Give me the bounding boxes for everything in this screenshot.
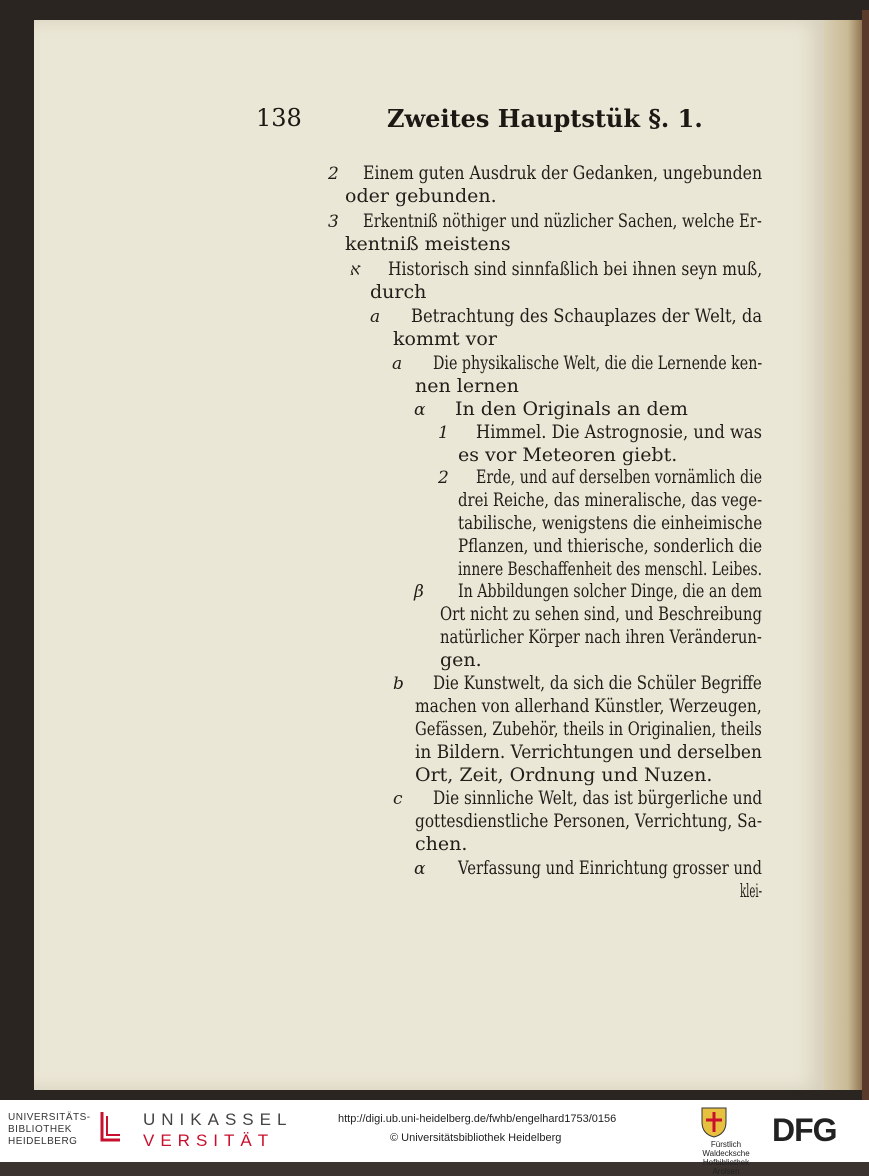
- text-line: gottesdienstliche Personen, Verrichtung, Sa-: [415, 810, 763, 832]
- line-marker: א: [350, 260, 361, 280]
- line-marker: α: [414, 400, 426, 420]
- text-line: Pflanzen, und thierische, sonderlich die: [458, 535, 763, 557]
- text-line: Ort nicht zu sehen sind, und Beschreibung: [440, 603, 762, 625]
- page-number: 138: [256, 104, 302, 132]
- unikassel-logo-line-2[interactable]: VERSITÄT: [143, 1131, 275, 1150]
- footer-bar: [0, 1100, 869, 1176]
- text-line: drei Reiche, das mineralische, das vege-: [458, 489, 763, 511]
- fw-line-1: Fürstlich Waldecksche: [702, 1140, 750, 1158]
- line-marker: 2: [328, 164, 339, 184]
- line-marker: 2: [438, 468, 449, 488]
- line-marker: β: [414, 582, 424, 602]
- permalink-url[interactable]: http://digi.ub.uni-heidelberg.de/fwhb/engelhard1753/0156: [338, 1113, 617, 1125]
- line-marker: b: [393, 674, 404, 694]
- text-line: nen lernen: [415, 375, 519, 397]
- text-line: In Abbildungen solcher Dinge, die an dem: [458, 580, 762, 602]
- text-line: Die sinnliche Welt, das ist bürgerliche und: [433, 787, 763, 809]
- text-line: In den Originals an dem: [455, 398, 688, 420]
- text-line: gen.: [440, 649, 482, 671]
- text-line: Erkentniß nöthiger und nüzlicher Sachen, welche Er-: [363, 210, 762, 232]
- text-line: Die physikalische Welt, die die Lernende ken-: [433, 352, 763, 374]
- text-line: innere Beschaffenheit des menschl. Leibes.: [458, 558, 762, 580]
- waldeck-library-label[interactable]: [693, 1140, 759, 1176]
- text-line: oder gebunden.: [345, 185, 497, 207]
- text-line: Erde, und auf derselben vornämlich die: [476, 466, 763, 488]
- line-marker: 3: [328, 212, 339, 232]
- text-line: Historisch sind sinnfaßlich bei ihnen seyn muß,: [388, 258, 763, 280]
- line-marker: α: [414, 859, 426, 879]
- fw-line-2: Hofbibliothek Arolsen: [702, 1158, 750, 1176]
- unikassel-logo-line-1[interactable]: UNIKASSEL: [143, 1110, 293, 1129]
- line-marker: a: [392, 354, 403, 374]
- text-line: tabilische, wenigstens die einheimische: [458, 512, 763, 534]
- copyright-text: © Universitätsbibliothek Heidelberg: [390, 1132, 562, 1144]
- text-line: Verfassung und Einrichtung grosser und: [458, 857, 763, 879]
- text-line: kentniß meistens: [345, 233, 511, 255]
- ub-emblem-icon: [98, 1108, 124, 1144]
- text-line: es vor Meteoren giebt.: [458, 444, 678, 466]
- line-marker: c: [393, 789, 403, 809]
- text-line: Ort, Zeit, Ordnung und Nuzen.: [415, 764, 713, 786]
- dfg-logo[interactable]: DFG: [772, 1112, 837, 1148]
- running-title: Zweites Hauptstük §. 1.: [387, 104, 703, 133]
- text-line: durch: [370, 281, 427, 303]
- page-edge: [824, 20, 864, 1090]
- ub-line-2: BIBLIOTHEK: [8, 1124, 72, 1135]
- text-line: Einem guten Ausdruk der Gedanken, ungebunden: [363, 162, 763, 184]
- book-cover-edge: [862, 10, 869, 1100]
- ub-line-1: UNIVERSITÄTS-: [8, 1112, 91, 1123]
- text-line: natürlicher Körper nach ihren Veränderun-: [440, 626, 762, 648]
- ub-heidelberg-logo[interactable]: [8, 1112, 91, 1148]
- line-marker: a: [370, 307, 381, 327]
- page-header: [250, 104, 770, 144]
- text-line: Gefässen, Zubehör, theils in Originalien, theils: [415, 718, 762, 740]
- text-line: kommt vor: [393, 328, 497, 350]
- text-line: in Bildern. Verrichtungen und derselben: [415, 741, 762, 763]
- line-marker: 1: [438, 423, 449, 443]
- text-line: klei-: [740, 880, 762, 902]
- text-line: chen.: [415, 833, 468, 855]
- ub-line-3: HEIDELBERG: [8, 1136, 78, 1147]
- text-line: Die Kunstwelt, da sich die Schüler Begriffe: [433, 672, 762, 694]
- waldeck-crest-icon: [699, 1104, 729, 1138]
- text-line: Himmel. Die Astrognosie, und was: [476, 421, 762, 443]
- text-line: machen von allerhand Künstler, Werzeugen,: [415, 695, 762, 717]
- text-line: Betrachtung des Schauplazes der Welt, da: [411, 305, 763, 327]
